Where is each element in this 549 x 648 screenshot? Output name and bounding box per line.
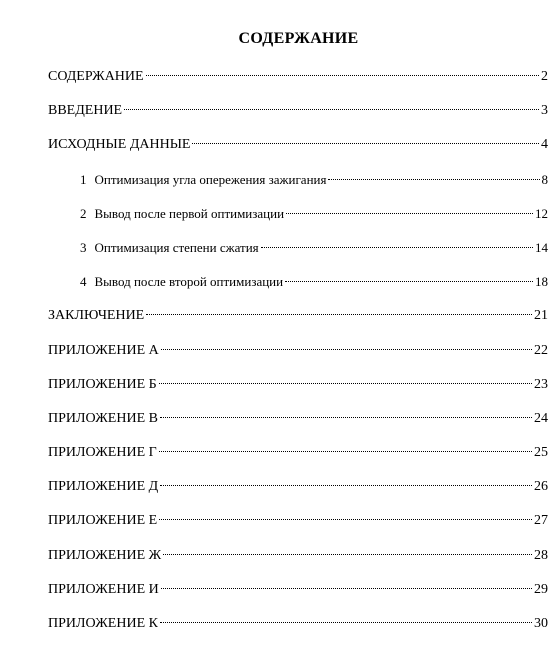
toc-page-number: 3: [541, 103, 548, 119]
toc-dot-leader: [286, 213, 533, 214]
toc-page-number: 18: [535, 274, 548, 290]
toc-entry-text: ПРИЛОЖЕНИЕ Б: [48, 376, 157, 392]
toc-dot-leader: [159, 451, 532, 452]
toc-entry-text: ПРИЛОЖЕНИЕ В: [48, 410, 158, 426]
toc-entry-text: Вывод после первой оптимизации: [94, 205, 285, 221]
toc-entry-title: [48, 580, 159, 600]
toc-entry-title: [48, 306, 144, 326]
toc-section-entry[interactable]: [48, 409, 548, 443]
toc-page-number: 23: [534, 376, 548, 392]
toc-entry-title: [80, 204, 284, 224]
toc-dot-leader: [163, 554, 532, 555]
toc-entry-number: 4: [80, 274, 87, 290]
toc-entry-title: [80, 238, 259, 258]
toc-page-number: 14: [535, 239, 548, 255]
toc-entry-text: ЗАКЛЮЧЕНИЕ: [48, 308, 145, 324]
toc-section-entry[interactable]: [48, 341, 548, 375]
toc-entry-title: [80, 272, 283, 292]
toc-entry-text: ПРИЛОЖЕНИЕ Ж: [48, 547, 162, 563]
toc-page-number: 21: [534, 308, 548, 324]
toc-dot-leader: [146, 75, 539, 76]
toc-section-entry[interactable]: [48, 546, 548, 580]
toc-dot-leader: [161, 588, 532, 589]
toc-page-number: 12: [535, 205, 548, 221]
toc-dot-leader: [285, 281, 533, 282]
toc-entry-title: [48, 477, 158, 497]
toc-entry-title: [48, 409, 158, 429]
toc-entry-text: Оптимизация угла опережения зажигания: [94, 171, 327, 187]
toc-section-entry[interactable]: [48, 477, 548, 511]
toc-subsection-entry[interactable]: [48, 272, 548, 306]
toc-entry-text: ПРИЛОЖЕНИЕ Е: [48, 513, 158, 529]
toc-section-entry[interactable]: [48, 375, 548, 409]
toc-entry-title: [48, 546, 161, 566]
toc-entry-title: [48, 67, 144, 87]
toc-section-entry[interactable]: [48, 101, 548, 135]
toc-entry-number: 3: [80, 239, 87, 255]
toc-entry-title: [48, 341, 159, 361]
toc-dot-leader: [124, 109, 539, 110]
toc-dot-leader: [192, 143, 539, 144]
toc-entry-text: Оптимизация степени сжатия: [94, 239, 259, 255]
toc-dot-leader: [159, 383, 532, 384]
toc-dot-leader: [159, 519, 532, 520]
toc-section-entry[interactable]: [48, 614, 548, 648]
toc-entry-title: [48, 443, 157, 463]
toc-subsection-entry[interactable]: [48, 170, 548, 204]
toc-subsection-entry[interactable]: [48, 204, 548, 238]
toc-dot-leader: [261, 247, 533, 248]
toc-page-number: 24: [534, 410, 548, 426]
toc-dot-leader: [160, 622, 532, 623]
toc-page-number: 2: [541, 69, 548, 84]
toc-page-number: 30: [534, 616, 548, 631]
toc-entry-title: [48, 101, 122, 121]
toc-entry-title: [48, 614, 158, 634]
toc-entry-title: [48, 375, 157, 395]
toc-list: [48, 67, 548, 648]
toc-title: СОДЕРЖАНИЕ: [238, 30, 359, 47]
toc-dot-leader: [328, 179, 539, 180]
toc-dot-leader: [160, 485, 532, 486]
toc-entry-number: 2: [80, 205, 87, 221]
toc-entry-text: Вывод после второй оптимизации: [94, 274, 284, 290]
toc-entry-text: ПРИЛОЖЕНИЕ К: [48, 616, 158, 631]
toc-entry-text: ИСХОДНЫЕ ДАННЫЕ: [48, 137, 191, 153]
toc-dot-leader: [146, 314, 532, 315]
toc-entry-number: 1: [80, 171, 87, 187]
toc-section-entry[interactable]: [48, 306, 548, 340]
toc-dot-leader: [160, 417, 532, 418]
toc-page-number: 29: [534, 581, 548, 597]
toc-section-entry[interactable]: [48, 511, 548, 545]
toc-entry-title: [80, 170, 326, 190]
toc-page-number: 26: [534, 479, 548, 495]
toc-entry-text: ВВЕДЕНИЕ: [48, 103, 123, 119]
toc-section-entry[interactable]: [48, 67, 548, 101]
toc-entry-text: ПРИЛОЖЕНИЕ Д: [48, 479, 159, 495]
toc-entry-text: ПРИЛОЖЕНИЕ И: [48, 581, 159, 597]
toc-section-entry[interactable]: [48, 580, 548, 614]
toc-page-number: 25: [534, 445, 548, 461]
toc-page-number: 28: [534, 547, 548, 563]
toc-subsection-entry[interactable]: [48, 238, 548, 272]
toc-page-number: 4: [541, 137, 548, 153]
toc-entry-text: СОДЕРЖАНИЕ: [48, 69, 144, 84]
toc-page-number: 27: [534, 513, 548, 529]
toc-entry-text: ПРИЛОЖЕНИЕ А: [48, 342, 159, 358]
toc-page-number: 22: [534, 342, 548, 358]
toc-entry-title: [48, 511, 157, 531]
toc-entry-text: ПРИЛОЖЕНИЕ Г: [48, 445, 157, 461]
toc-section-entry[interactable]: [48, 135, 548, 169]
toc-dot-leader: [161, 349, 532, 350]
toc-section-entry[interactable]: [48, 443, 548, 477]
toc-page-number: 8: [541, 171, 548, 187]
toc-entry-title: [48, 135, 190, 155]
